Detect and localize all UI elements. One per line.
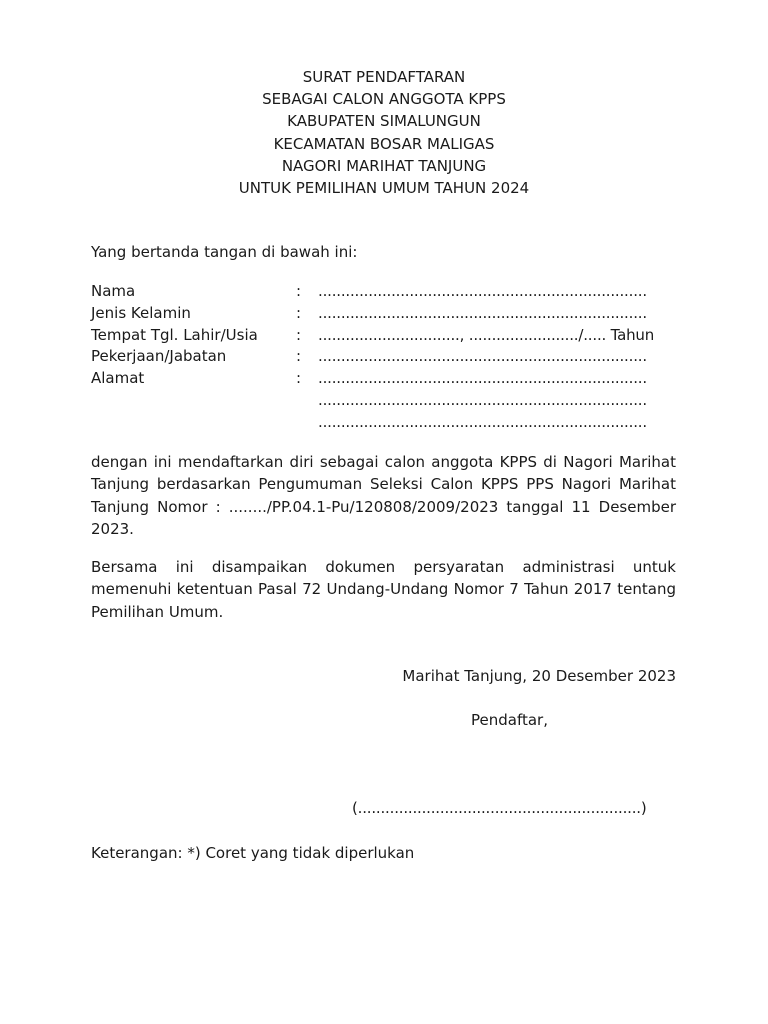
header-election: UNTUK PEMILIHAN UMUM TAHUN 2024 (238, 179, 530, 198)
header-title: SURAT PENDAFTARAN (302, 68, 466, 86)
field-blank: ........................................................................ (318, 303, 647, 322)
field-row-address (91, 369, 691, 391)
header-village: NAGORI MARIHAT TANJUNG (281, 156, 487, 175)
field-label: Pekerjaan/Jabatan (91, 347, 227, 366)
field-blank: ........................................................................ (318, 369, 647, 388)
header-regency: KABUPATEN SIMALUNGUN (287, 112, 481, 131)
field-label: Jenis Kelamin (91, 303, 191, 322)
documents-paragraph: Bersama ini disampaikan dokumen persyaratan administrasi untuk memenuhi ketentuan Pasal 72 Undang-Undang Nomor 7 Tahun 2017 tentang Pemilihan Umum. (91, 558, 676, 621)
intro-text: Yang bertanda tangan di bawah ini: (91, 243, 358, 261)
signature-line: (..............................................................) (352, 799, 647, 817)
field-row-gender (91, 304, 691, 326)
field-colon: : (296, 369, 302, 388)
field-colon: : (296, 303, 302, 322)
field-blank: ..............................., ......................../..... Tahun (318, 325, 655, 344)
field-row-address-cont (91, 413, 691, 435)
place-date: Marihat Tanjung, 20 Desember 2023 (402, 667, 676, 685)
field-colon: : (296, 325, 302, 344)
header-subtitle: SEBAGAI CALON ANGGOTA KPPS (262, 90, 506, 109)
registration-paragraph: dengan ini mendaftarkan diri sebagai calon anggota KPPS di Nagori Marihat Tanjung berdasarkan Pengumuman Seleksi Calon KPPS PPS Nagori Marihat Tanjung Nomor : ......../PP.04.1-Pu/120808/2009/2023 tanggal 11 Desember 2023. (91, 453, 676, 539)
field-row-address-cont (91, 391, 691, 413)
document-header (0, 66, 768, 199)
field-blank: ........................................................................ (318, 347, 647, 366)
header-district: KECAMATAN BOSAR MALIGAS (273, 134, 495, 153)
field-label: Nama (91, 282, 136, 300)
field-row-birth (91, 326, 691, 348)
field-blank: ........................................................................ (318, 282, 647, 300)
field-colon: : (296, 282, 302, 300)
field-row-name (91, 282, 691, 304)
field-row-occupation (91, 347, 691, 369)
field-label: Alamat (91, 369, 145, 388)
field-label: Tempat Tgl. Lahir/Usia (91, 325, 258, 344)
applicant-fields (91, 282, 691, 435)
footnote: Keterangan: *) Coret yang tidak diperlukan (91, 844, 415, 862)
field-colon: : (296, 347, 302, 366)
signer-title: Pendaftar, (471, 711, 548, 729)
field-blank: ........................................................................ (318, 390, 647, 409)
field-blank: ........................................................................ (318, 412, 647, 431)
